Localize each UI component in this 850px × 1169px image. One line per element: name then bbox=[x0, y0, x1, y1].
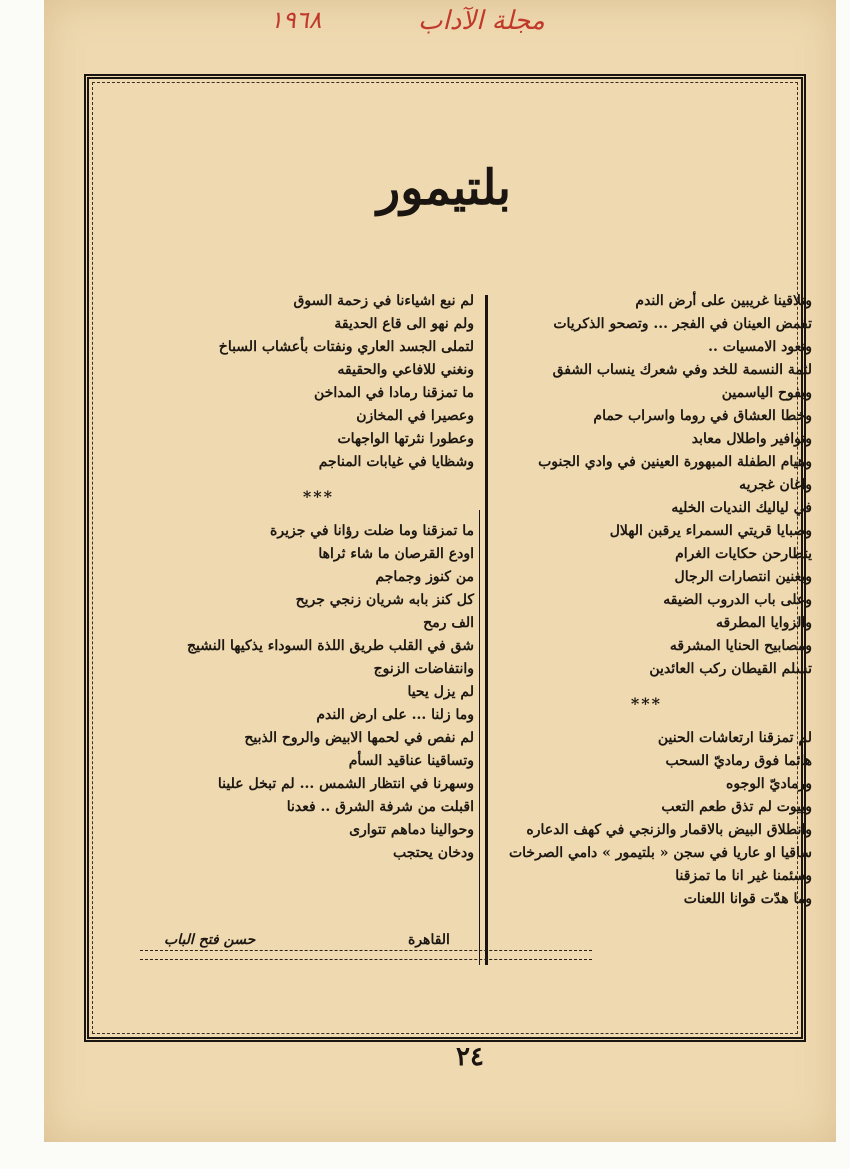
poem-line: والزوايا المطرقه bbox=[716, 615, 812, 631]
poem-line: كل كنز بابه شريان زنجي جريح bbox=[295, 592, 474, 608]
poem-line: وانطلاق البيض بالاقمار والزنجي في كهف الدعاره bbox=[526, 822, 812, 838]
poem-line: وبيوت لم تذق طعم التعب bbox=[661, 799, 812, 815]
poem-line: وخطا العشاق في روما واسراب حمام bbox=[593, 408, 812, 424]
poem-line: ومصابيح الحنايا المشرقه bbox=[669, 638, 812, 654]
poem-line: ساقيا او عاريا في سجن « بلتيمور » دامي الصرخات bbox=[508, 845, 812, 861]
left-column bbox=[134, 290, 474, 865]
signature-author: حسن فتح الباب bbox=[164, 932, 256, 948]
poem-line: ويغنين انتصارات الرجال bbox=[674, 569, 812, 585]
poem-line: ونوافير واطلال معابد bbox=[691, 431, 812, 447]
poem-line: ما تمزقنا رمادا في المداخن bbox=[314, 385, 474, 401]
poem-line: وعطورا نثرتها الواجهات bbox=[337, 431, 474, 447]
poem-line: ورماديّ الوجوه bbox=[726, 776, 812, 792]
poem-line: وشظايا في غيابات المناجم bbox=[318, 454, 474, 470]
poem-line: وتلاقينا غريبين على أرض الندم bbox=[635, 293, 812, 309]
poem-line: يتطارحن حكايات الغرام bbox=[675, 546, 812, 562]
dotted-rule bbox=[140, 950, 592, 960]
handwritten-year: ١٩٦٨ bbox=[270, 6, 322, 34]
poem-line: هائما فوق رماديّ السحب bbox=[665, 753, 812, 769]
poem-line: وتساقينا عناقيد السأم bbox=[348, 753, 474, 769]
poem-line: ولم نهو الى قاع الحديقة bbox=[334, 316, 474, 332]
poem-line: ودخان يحتجب bbox=[392, 845, 474, 861]
poem-line: وحوالينا دماهم تتوارى bbox=[349, 822, 474, 838]
poem-line: اقبلت من شرفة الشرق .. فعدنا bbox=[286, 799, 474, 815]
poem-line: تسلم القيطان ركب العائدين bbox=[649, 661, 812, 677]
poem-line: وسئمنا غير انا ما تمزقنا bbox=[675, 868, 812, 884]
poem-line: وعصيرا في المخازن bbox=[356, 408, 474, 424]
poem-line: من كنوز وجماجم bbox=[375, 569, 474, 585]
poem-line: اودع القرصان ما شاء ثراها bbox=[318, 546, 474, 562]
poem-line: لم نبع اشياءنا في زحمة السوق bbox=[293, 293, 474, 309]
poem-line: ونغني للافاعي والحقيقه bbox=[337, 362, 474, 378]
poem-line: وعلى باب الدروب الضيقه bbox=[663, 592, 812, 608]
poem-line: وتعود الامسيات .. bbox=[708, 339, 812, 355]
poem-line: وانتفاضات الزنوج bbox=[373, 661, 474, 677]
poem-line: شق في القلب طريق اللذة السوداء يذكيها النشيج bbox=[187, 638, 474, 654]
right-column bbox=[484, 290, 812, 911]
poem-line: وسهرنا في انتظار الشمس ... لم تبخل علينا bbox=[217, 776, 474, 792]
poem-line: لثمة النسمة للخد وفي شعرك ينساب الشفق bbox=[552, 362, 812, 378]
poem-line: وهيام الطفلة المبهورة العينين في وادي الجنوب bbox=[538, 454, 812, 470]
column-divider-thin bbox=[479, 510, 480, 965]
poem-line: تفمض العينان في الفجر ... وتصحو الذكريات bbox=[553, 316, 812, 332]
poem-line: في لياليك النديات الخليه bbox=[671, 500, 812, 516]
page-number: ٢٤ bbox=[456, 1042, 484, 1072]
page-sheet bbox=[44, 0, 836, 1142]
poem-line: الف رمح bbox=[423, 615, 474, 631]
poem-line: لم يزل يحيا bbox=[407, 684, 474, 700]
poem-line: وما زلنا ... على ارض الندم bbox=[316, 707, 474, 723]
section-separator: *** bbox=[630, 694, 662, 713]
section-separator: *** bbox=[302, 487, 334, 506]
poem-line: لم تمزقنا ارتعاشات الحنين bbox=[657, 730, 812, 746]
poem-title: بلتيمور bbox=[377, 160, 511, 216]
handwritten-magazine-name: مجلة الآداب bbox=[418, 6, 545, 36]
signature-city: القاهرة bbox=[408, 932, 450, 948]
poem-line: واغان غجريه bbox=[739, 477, 812, 493]
poem-line: لم نفص في لحمها الابيض والروح الذبيح bbox=[244, 730, 474, 746]
poem-line: وما هدّت قوانا اللعنات bbox=[683, 891, 812, 907]
poem-line: ما تمزقنا وما ضلت رؤانا في جزيرة bbox=[270, 523, 474, 539]
poem-line: ويفوح الياسمين bbox=[721, 385, 812, 401]
poem-line: لتملى الجسد العاري ونفتات بأعشاب السباخ bbox=[218, 339, 474, 355]
poem-line: وصبايا قريتي السمراء يرقبن الهلال bbox=[609, 523, 812, 539]
